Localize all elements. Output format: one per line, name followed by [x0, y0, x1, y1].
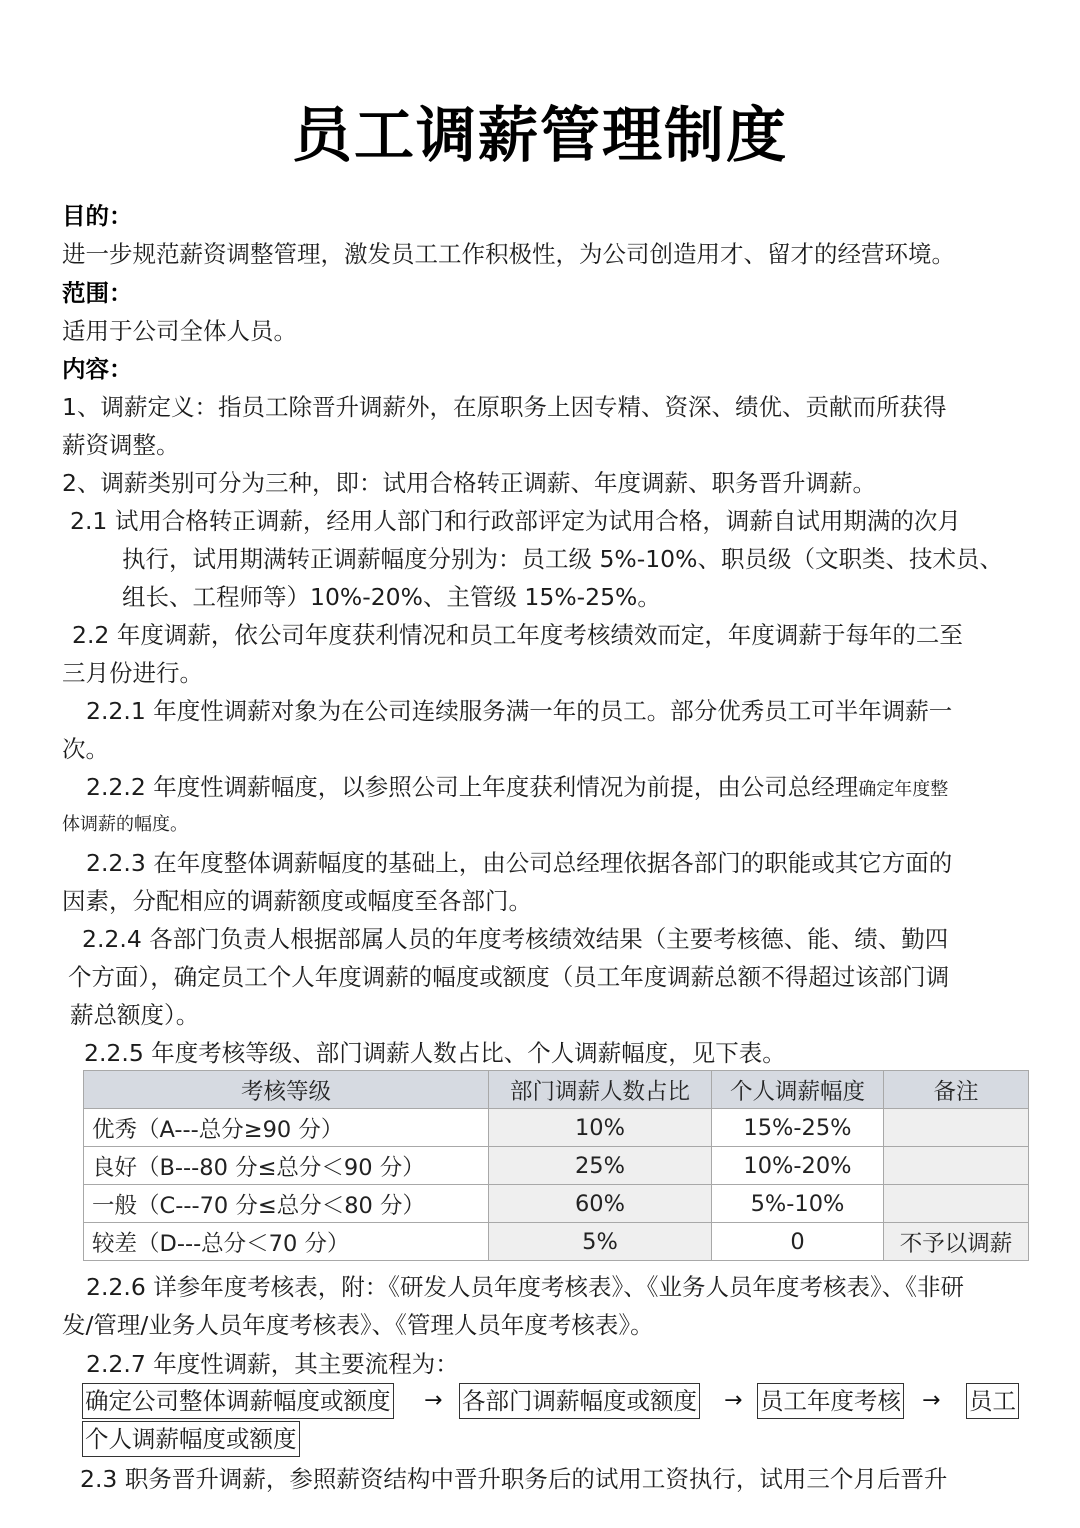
cell-grade: 良好（B---80 分≤总分＜90 分） — [84, 1147, 489, 1185]
cell-note — [884, 1147, 1029, 1185]
flow-step-company-range: 确定公司整体调薪幅度或额度 — [82, 1383, 394, 1419]
header-grade: 考核等级 — [84, 1071, 489, 1109]
section-2-1-line-3: 组长、工程师等）10%-20%、主管级 15%-25%。 — [122, 583, 661, 611]
cell-range: 0 — [712, 1223, 884, 1261]
section-2-2-1-line-2: 次。 — [62, 735, 109, 763]
purpose-heading: 目的： — [62, 202, 133, 230]
section-2-2-4-line-1: 2.2.4 各部门负责人根据部属人员的年度考核绩效结果（主要考核德、能、绩、勤四 — [82, 925, 949, 953]
section-2-2-7: 2.2.7 年度性调薪，其主要流程为： — [86, 1350, 459, 1378]
cell-ratio: 5% — [489, 1223, 712, 1261]
cell-grade: 一般（C---70 分≤总分＜80 分） — [84, 1185, 489, 1223]
cell-note — [884, 1109, 1029, 1147]
arrow-right-icon: → — [424, 1388, 443, 1413]
cell-range: 15%-25% — [712, 1109, 884, 1147]
section-2-2-2-small-text: 确定年度整 — [858, 779, 949, 800]
section-2: 2、调薪类别可分为三种，即：试用合格转正调薪、年度调薪、职务晋升调薪。 — [62, 469, 876, 497]
section-1-line-2: 薪资调整。 — [62, 431, 180, 459]
cell-note: 不予以调薪 — [884, 1223, 1029, 1261]
section-2-2-4-line-2: 个方面），确定员工个人年度调薪的幅度或额度（员工年度调薪总额不得超过该部门调 — [68, 963, 950, 991]
section-2-3-line-1: 2.3 职务晋升调薪，参照薪资结构中晋升职务后的试用工资执行，试用三个月后晋升 — [80, 1465, 948, 1493]
table-header-row — [84, 1071, 1029, 1109]
cell-grade: 较差（D---总分＜70 分） — [84, 1223, 489, 1261]
table-row — [84, 1147, 1029, 1185]
flow-step-individual-range: 个人调薪幅度或额度 — [82, 1421, 300, 1457]
section-2-1-line-2: 执行，试用期满转正调薪幅度分别为：员工级 5%-10%、职员级（文职类、技术员、 — [122, 545, 1003, 573]
cell-note — [884, 1185, 1029, 1223]
flow-step-dept-range: 各部门调薪幅度或额度 — [459, 1383, 700, 1419]
header-note: 备注 — [884, 1071, 1029, 1109]
flow-step-employee: 员工 — [966, 1383, 1019, 1419]
cell-ratio: 25% — [489, 1147, 712, 1185]
section-2-2-2-text: 2.2.2 年度性调薪幅度，以参照公司上年度获利情况为前提，由公司总经理 — [86, 773, 859, 801]
cell-ratio: 60% — [489, 1185, 712, 1223]
content-heading: 内容： — [62, 355, 133, 383]
section-2-2-2-line-1 — [86, 768, 948, 809]
section-2-2-line-2: 三月份进行。 — [62, 659, 203, 687]
section-2-1-line-1: 2.1 试用合格转正调薪，经用人部门和行政部评定为试用合格，调薪自试用期满的次月 — [70, 507, 961, 535]
table-row — [84, 1223, 1029, 1261]
section-2-2-2-line-2: 体调薪的幅度。 — [62, 814, 188, 835]
header-range: 个人调薪幅度 — [712, 1071, 884, 1109]
section-2-2-6-line-2: 发/管理/业务人员年度考核表》、《管理人员年度考核表》。 — [62, 1311, 654, 1339]
scope-text: 适用于公司全体人员。 — [62, 317, 297, 345]
purpose-text: 进一步规范薪资调整管理，激发员工工作积极性，为公司创造用才、留才的经营环境。 — [62, 240, 955, 268]
header-ratio: 部门调薪人数占比 — [489, 1071, 712, 1109]
arrow-right-icon: → — [724, 1388, 743, 1413]
section-2-2-5: 2.2.5 年度考核等级、部门调薪人数占比、个人调薪幅度，见下表。 — [84, 1039, 786, 1067]
cell-grade: 优秀（A---总分≥90 分） — [84, 1109, 489, 1147]
grade-table — [83, 1070, 1029, 1261]
section-2-2-4-line-3: 薪总额度）。 — [70, 1001, 200, 1029]
section-2-2-3-line-1: 2.2.3 在年度整体调薪幅度的基础上，由公司总经理依据各部门的职能或其它方面的 — [86, 849, 953, 877]
scope-heading: 范围： — [62, 279, 133, 307]
arrow-right-icon: → — [922, 1388, 941, 1413]
cell-range: 10%-20% — [712, 1147, 884, 1185]
table-row — [84, 1109, 1029, 1147]
cell-range: 5%-10% — [712, 1185, 884, 1223]
section-2-2-1-line-1: 2.2.1 年度性调薪对象为在公司连续服务满一年的员工。部分优秀员工可半年调薪一 — [86, 697, 953, 725]
table-row — [84, 1185, 1029, 1223]
cell-ratio: 10% — [489, 1109, 712, 1147]
section-1-line-1: 1、调薪定义：指员工除晋升调薪外，在原职务上因专精、资深、绩优、贡献而所获得 — [62, 393, 947, 421]
document-title: 员工调薪管理制度 — [292, 101, 788, 171]
section-2-2-3-line-2: 因素，分配相应的调薪额度或幅度至各部门。 — [62, 887, 532, 915]
flow-step-annual-review: 员工年度考核 — [757, 1383, 904, 1419]
section-2-2-6-line-1: 2.2.6 详参年度考核表，附：《研发人员年度考核表》、《业务人员年度考核表》、《非研 — [86, 1273, 965, 1301]
section-2-2-line-1: 2.2 年度调薪，依公司年度获利情况和员工年度考核绩效而定，年度调薪于每年的二至 — [72, 621, 963, 649]
